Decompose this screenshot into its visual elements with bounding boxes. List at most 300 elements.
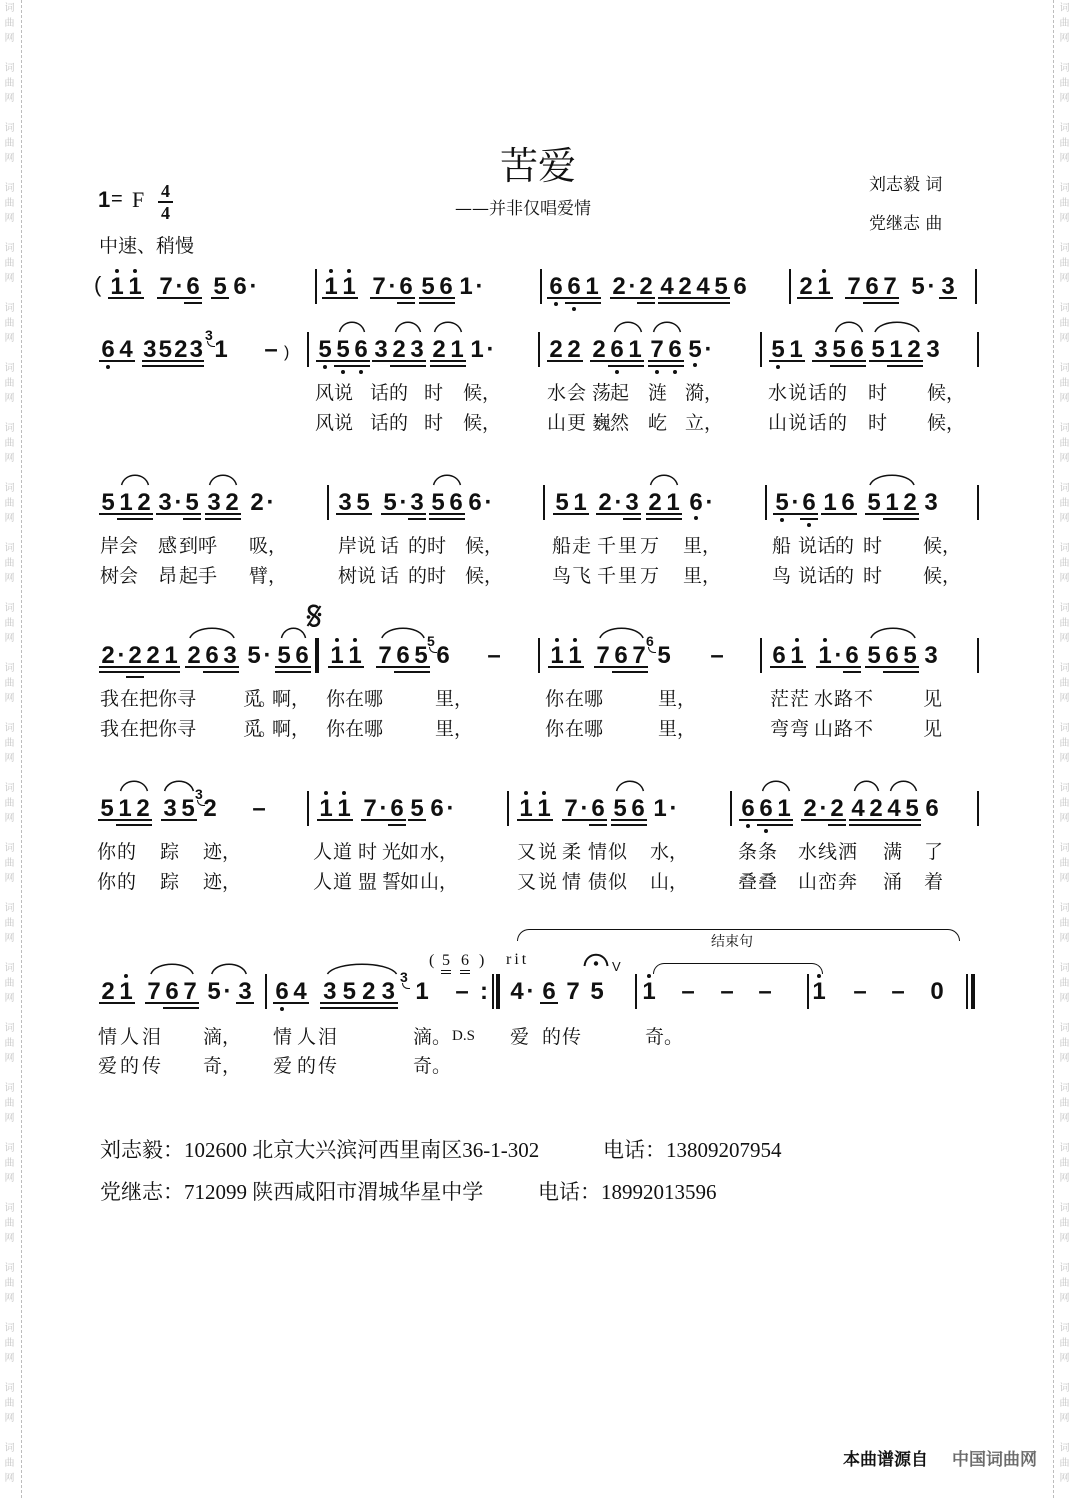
watermark-text: 词曲网 (2, 362, 13, 407)
lyric-syllable: 候， (923, 565, 962, 587)
barline (265, 974, 267, 1009)
lyric-syllable: 你 (545, 688, 565, 710)
lyric-syllable: 的 (117, 871, 137, 893)
lyric-syllable: 话 (817, 565, 837, 587)
staff-row-3 (0, 491, 1074, 531)
lyrics-verse-2 (0, 718, 1074, 742)
grace-note: 3 (195, 786, 203, 802)
note: 5 (869, 338, 887, 378)
lyric-syllable: 爱 (273, 1055, 293, 1077)
augmentation-dot: · (526, 978, 535, 1005)
lyric-syllable: 光 (382, 841, 402, 863)
lyric-syllable: 在 (120, 718, 140, 740)
lyric-syllable: 时 (424, 382, 444, 404)
watermark-text: 词曲网 (1057, 602, 1068, 647)
lyric-syllable: 感 (158, 535, 178, 557)
augmentation-dot: · (669, 795, 678, 822)
barline (977, 332, 979, 367)
lyric-syllable: 弯 (790, 718, 810, 740)
watermark-text: 词曲网 (2, 1322, 13, 1367)
slur-arc (616, 779, 644, 791)
watermark-text: 词曲网 (1057, 842, 1068, 887)
note: 5 (99, 491, 117, 531)
note: 1 (415, 978, 429, 1005)
note: 6 (436, 642, 450, 669)
note: 5 (830, 338, 848, 378)
staff-row-5 (0, 786, 1074, 837)
note: 5 (158, 338, 174, 378)
lyric-syllable: 道 (333, 871, 353, 893)
lyric-syllable: 时 (868, 412, 888, 434)
beat-group (928, 980, 946, 1020)
lyric-syllable: 人 (313, 841, 333, 863)
lyric-syllable: 岸 (338, 535, 358, 557)
beat-group (248, 491, 275, 531)
note: 1 (816, 644, 834, 684)
note: 4 (658, 275, 676, 315)
lyric-syllable: 路 (834, 688, 854, 710)
lyric-syllable: 万 (640, 565, 660, 587)
slur-arc (281, 626, 306, 638)
lyric-syllable: 候， (927, 382, 966, 404)
beat-group (273, 980, 309, 1020)
sustain-dash: – (891, 978, 905, 1005)
beat-group (275, 644, 311, 684)
beat-group (849, 797, 921, 837)
lyric-syllable: 把 (139, 688, 159, 710)
augmentation-dot: · (705, 489, 714, 516)
lyric-syllable: 巍 (592, 412, 612, 434)
beat-group (939, 275, 957, 315)
watermark-text: 词曲网 (2, 1022, 13, 1067)
watermark-text: 词曲网 (2, 1082, 13, 1127)
lyric-syllable: 条 (738, 841, 758, 863)
lyric-syllable: 起 (610, 382, 630, 404)
note: 5 (183, 491, 201, 531)
note: 2 (801, 797, 819, 837)
barline (507, 791, 509, 826)
beat-group (851, 980, 869, 1020)
beat-group (320, 980, 398, 1020)
staff-row-4 (0, 633, 1074, 684)
note: 2 (596, 491, 614, 531)
lyric-syllable: 情 (588, 841, 608, 863)
source-site-logo: 中国词曲网 (952, 1450, 1037, 1470)
song-subtitle: ——并非仅唱爱情 (455, 199, 591, 219)
lyric-syllable: 话 (370, 382, 390, 404)
beat-group (845, 275, 899, 315)
lyric-syllable: 屹 (648, 412, 668, 434)
slur-arc (164, 779, 194, 791)
composer-phone: 电话：18992013596 (538, 1180, 717, 1204)
beat-group (157, 275, 202, 315)
lyric-syllable: 涟 (648, 382, 668, 404)
lyrics-verse-2 (0, 565, 1074, 589)
note: 3 (372, 338, 390, 378)
lyric-syllable: 然 (610, 412, 630, 434)
note: 6 (589, 797, 607, 837)
note: 3 (336, 491, 354, 531)
lyric-syllable: 哪 (584, 688, 604, 710)
beat-group (99, 980, 135, 1020)
lyric-syllable: 走 (572, 535, 592, 557)
lyric-syllable: 的 (389, 412, 409, 434)
slur-arc (854, 779, 879, 791)
note: 5 (590, 978, 604, 1005)
lyric-syllable: 踪 (160, 871, 180, 893)
lyric-syllable: 你 (158, 718, 178, 740)
lyric-syllable: 里 (618, 535, 638, 557)
note: 5 (657, 642, 671, 669)
watermark-text: 词曲网 (2, 242, 13, 287)
note: 5 (412, 644, 430, 684)
note: 6 (468, 489, 482, 516)
barline (760, 638, 762, 673)
beat-group (408, 797, 426, 837)
beat-group (145, 980, 199, 1020)
watermark-text: 词曲网 (1057, 1262, 1068, 1307)
lyric-syllable: 里， (435, 688, 474, 710)
lyric-syllable: 传 (562, 1026, 582, 1048)
lyric-syllable: 说 (798, 535, 818, 557)
lyric-syllable: 时 (863, 535, 883, 557)
note: 1 (116, 797, 134, 837)
watermark-text: 词曲网 (1057, 1382, 1068, 1427)
lyric-syllable: 船 (772, 535, 792, 557)
lyric-syllable: 条 (758, 841, 778, 863)
augmentation-dot: · (927, 273, 936, 300)
watermark-text: 词曲网 (1057, 1442, 1068, 1487)
note: 4 (291, 980, 309, 1020)
lyric-syllable: 叠 (738, 871, 758, 893)
lyric-syllable: 人 (313, 871, 333, 893)
repeat-paren-close: ) (284, 344, 290, 361)
lyric-syllable: 风 (315, 412, 335, 434)
augmentation-dot: · (704, 336, 713, 363)
lyric-syllable: 我 (100, 718, 120, 740)
beat-group (590, 338, 644, 378)
beat-group (316, 338, 370, 378)
note: 6 (733, 273, 747, 300)
watermark-text: 词曲网 (2, 662, 13, 707)
lyric-syllable: 候， (465, 535, 504, 557)
augmentation-dot: · (379, 797, 388, 837)
note: 6 (184, 275, 202, 315)
lyric-syllable: 的 (297, 1055, 317, 1077)
note: 1 (883, 491, 901, 531)
beat-group (361, 797, 406, 837)
lyric-syllable: 的 (408, 535, 428, 557)
key-equals: = (111, 188, 123, 210)
lyric-syllable: 时 (358, 841, 378, 863)
beat-group (236, 980, 254, 1020)
note: 3 (623, 491, 641, 531)
note: 1 (162, 644, 180, 684)
note: 2 (547, 338, 565, 378)
staff-row-1 (0, 272, 1074, 315)
lyric-syllable: 里， (683, 565, 722, 587)
watermark-text: 词曲网 (1057, 542, 1068, 587)
sustain-dash: – (252, 795, 266, 822)
lyric-syllable: 水 (814, 688, 834, 710)
beat-group (428, 797, 455, 837)
note: 6 (770, 644, 788, 684)
slur-arc (599, 626, 644, 638)
note: 2 (676, 275, 694, 315)
lyric-syllable: 飞 (572, 565, 592, 587)
lyric-syllable: 的 (835, 535, 855, 557)
note: 6 (687, 491, 705, 531)
lyric-syllable: 山 (547, 412, 567, 434)
watermark-text: 词曲网 (1057, 62, 1068, 107)
beat-group (611, 797, 647, 837)
lyric-syllable: 会 (119, 565, 139, 587)
beat-group (547, 275, 601, 315)
source-label: 本曲谱源自 (843, 1450, 928, 1470)
barline (307, 332, 309, 367)
lyric-syllable: 水 (547, 382, 567, 404)
breath-mark: V (612, 959, 621, 974)
lyrics-verse-2 (0, 871, 1074, 895)
lyric-syllable: 哪 (364, 688, 384, 710)
barline (730, 791, 732, 826)
lyrics-verse-1 (0, 382, 1074, 406)
note: 3 (320, 980, 340, 1020)
note: 5 (553, 491, 571, 531)
note: 6 (437, 275, 455, 315)
lyric-syllable: 弯 (770, 718, 790, 740)
lyric-syllable: 滴。 (413, 1026, 452, 1048)
note: 5 (865, 491, 883, 531)
note: 2 (390, 338, 408, 378)
lyric-syllable: 鸟 (552, 565, 572, 587)
note: 3 (142, 338, 158, 378)
lyric-syllable: 见 (923, 718, 943, 740)
lyric-syllable: 啊， (272, 718, 311, 740)
lyric-syllable: 山 (768, 412, 788, 434)
note: 1 (626, 338, 644, 378)
lyric-syllable: 又 (517, 841, 537, 863)
note: 1 (108, 275, 126, 315)
beat-group (687, 491, 714, 531)
augmentation-dot: · (249, 273, 258, 300)
beat-group (205, 980, 232, 1020)
watermark-text: 词曲网 (1057, 782, 1068, 827)
grace-note: 5 (427, 633, 435, 649)
slur-arc (209, 473, 237, 485)
lyricist-phone: 电话：13809207954 (603, 1138, 782, 1162)
note: 5 (354, 491, 372, 531)
lyric-syllable: 的 (828, 382, 848, 404)
beat-group (810, 980, 828, 1020)
lyric-syllable: 说 (538, 841, 558, 863)
watermark-text: 词曲网 (2, 962, 13, 1007)
lyric-syllable: 时 (863, 565, 883, 587)
watermark-text: 词曲网 (2, 302, 13, 347)
note: 3 (189, 338, 205, 378)
note: 4 (117, 338, 135, 378)
lyric-syllable: 的 (835, 565, 855, 587)
lyrics-verse-1 (0, 1026, 1074, 1050)
lyric-syllable: 我 (100, 688, 120, 710)
note: 2 (173, 338, 189, 378)
note: 2 (144, 644, 162, 684)
note: 6 (388, 797, 406, 837)
lyric-syllable: 昂 (158, 565, 178, 587)
lyric-syllable: 传 (318, 1055, 338, 1077)
lyric-syllable: 似 (608, 871, 628, 893)
augmentation-dot: · (174, 491, 183, 531)
beat-group (718, 980, 736, 1020)
watermark-text: 词曲网 (1057, 962, 1068, 1007)
lyric-syllable: 水， (420, 841, 459, 863)
augmentation-dot: · (117, 644, 126, 684)
grace-note: 3 (205, 327, 213, 343)
note: 7 (370, 275, 388, 315)
dal-segno-marking: D.S (452, 1028, 475, 1044)
lyric-syllable: 见 (923, 688, 943, 710)
note: 2 (905, 338, 923, 378)
note: 1 (583, 275, 601, 315)
lyric-syllable: 话 (380, 565, 400, 587)
lyric-syllable: 会 (119, 535, 139, 557)
barline (540, 269, 542, 304)
note: 3 (926, 336, 940, 363)
watermark-text: 词曲网 (1057, 1022, 1068, 1067)
note: 1 (810, 980, 828, 1020)
lyric-syllable: 茫 (790, 688, 810, 710)
lyric-syllable: 传 (142, 1055, 162, 1077)
beat-group (98, 797, 152, 837)
note: 6 (273, 980, 291, 1020)
note: 5 (429, 491, 447, 531)
beat-group (262, 338, 280, 378)
lyric-syllable: 着 (924, 871, 944, 893)
note: 5 (340, 980, 360, 1020)
lyric-syllable: 情 (98, 1026, 118, 1048)
repeat-end-barline-thin (492, 974, 494, 1009)
lyric-syllable: 千 (597, 535, 617, 557)
lyric-syllable: 情 (562, 871, 582, 893)
lyric-syllable: 候， (923, 535, 962, 557)
lyric-syllable: 里， (435, 718, 474, 740)
lyric-syllable: 奔 (838, 871, 858, 893)
beat-group (869, 338, 923, 378)
note: 6 (233, 273, 247, 300)
note: 2 (359, 980, 379, 1020)
lyric-syllable: 的 (117, 841, 137, 863)
lyric-syllable: 候， (463, 382, 502, 404)
beat-group (562, 797, 607, 837)
staff-row-2 (0, 327, 1074, 378)
note: 1 (787, 338, 805, 378)
composer-contact: 党继志：712099 陕西咸阳市渭城华星中学 (100, 1180, 484, 1204)
note: 6 (397, 275, 415, 315)
note: 6 (540, 980, 558, 1020)
slur-arc (326, 962, 398, 974)
repeat-end-barline-thick (496, 974, 500, 1009)
lyric-syllable: 说 (334, 382, 354, 404)
lyrics-verse-2 (0, 412, 1074, 436)
note: 2 (126, 644, 144, 684)
lyric-syllable: 山 (814, 718, 834, 740)
lyric-syllable: 道 (333, 841, 353, 863)
watermark-text: 词曲网 (1057, 902, 1068, 947)
lyric-syllable: 盟 (358, 871, 378, 893)
beat-group (547, 338, 583, 378)
watermark-text: 词曲网 (2, 62, 13, 107)
lyric-syllable: 候， (465, 565, 504, 587)
beat-group (328, 644, 364, 684)
note: 2 (828, 797, 846, 837)
beat-group (419, 275, 455, 315)
lyric-syllable: 漪， (685, 382, 724, 404)
lyric-syllable: 哪 (584, 718, 604, 740)
lyric-syllable: 人 (120, 1026, 140, 1048)
repeat-sign (475, 980, 493, 1020)
augmentation-dot: · (614, 491, 623, 531)
lyric-syllable: 你 (97, 841, 117, 863)
note: 6 (447, 491, 465, 531)
lyric-syllable: 树 (338, 565, 358, 587)
note: 1 (566, 644, 584, 684)
lyric-syllable: 泪 (142, 1026, 162, 1048)
beat-group (245, 644, 272, 684)
note: 5 (334, 338, 352, 378)
lyric-syllable: 在 (345, 688, 365, 710)
beat-group (212, 338, 230, 378)
note: 6 (800, 491, 818, 531)
note: 5 (903, 797, 921, 837)
beat-group (923, 797, 941, 837)
sustain-dash: – (710, 642, 724, 669)
beat-group (434, 644, 452, 684)
lyric-syllable: 岸 (100, 535, 120, 557)
note: 1 (214, 336, 228, 363)
beat-group (108, 275, 144, 315)
lyric-syllable: 你 (545, 718, 565, 740)
lyric-syllable: 手 (198, 565, 218, 587)
watermark-text: 词曲网 (2, 482, 13, 527)
note: 6 (883, 644, 901, 684)
lyric-syllable: 情 (273, 1026, 293, 1048)
beat-group (142, 338, 204, 378)
augmentation-dot: · (223, 978, 232, 1005)
lyric-syllable: 迹， (203, 841, 242, 863)
slur-arc (433, 473, 461, 485)
note: 5 (247, 642, 261, 669)
lyric-syllable: 荡 (592, 382, 612, 404)
barline (765, 485, 767, 520)
grace-note: 3 (400, 969, 408, 985)
lyric-syllable: 说 (357, 565, 377, 587)
note: 5 (211, 275, 229, 315)
lyrics-verse-1 (0, 535, 1074, 559)
note: 5 (865, 644, 883, 684)
slur-arc (874, 320, 920, 332)
lyrics-verse-1 (0, 688, 1074, 712)
composer-credit: 党继志 曲 (869, 214, 943, 234)
note: 7 (648, 338, 666, 378)
note: 6 (843, 644, 861, 684)
barline (789, 269, 791, 304)
lyric-syllable: 线 (818, 841, 838, 863)
lyric-syllable: 如 (400, 841, 420, 863)
lyric-syllable: 说 (788, 412, 808, 434)
optional-note: 5 (441, 952, 451, 974)
beat-group (429, 491, 465, 531)
optional-notes-paren-close: ) (479, 952, 485, 969)
